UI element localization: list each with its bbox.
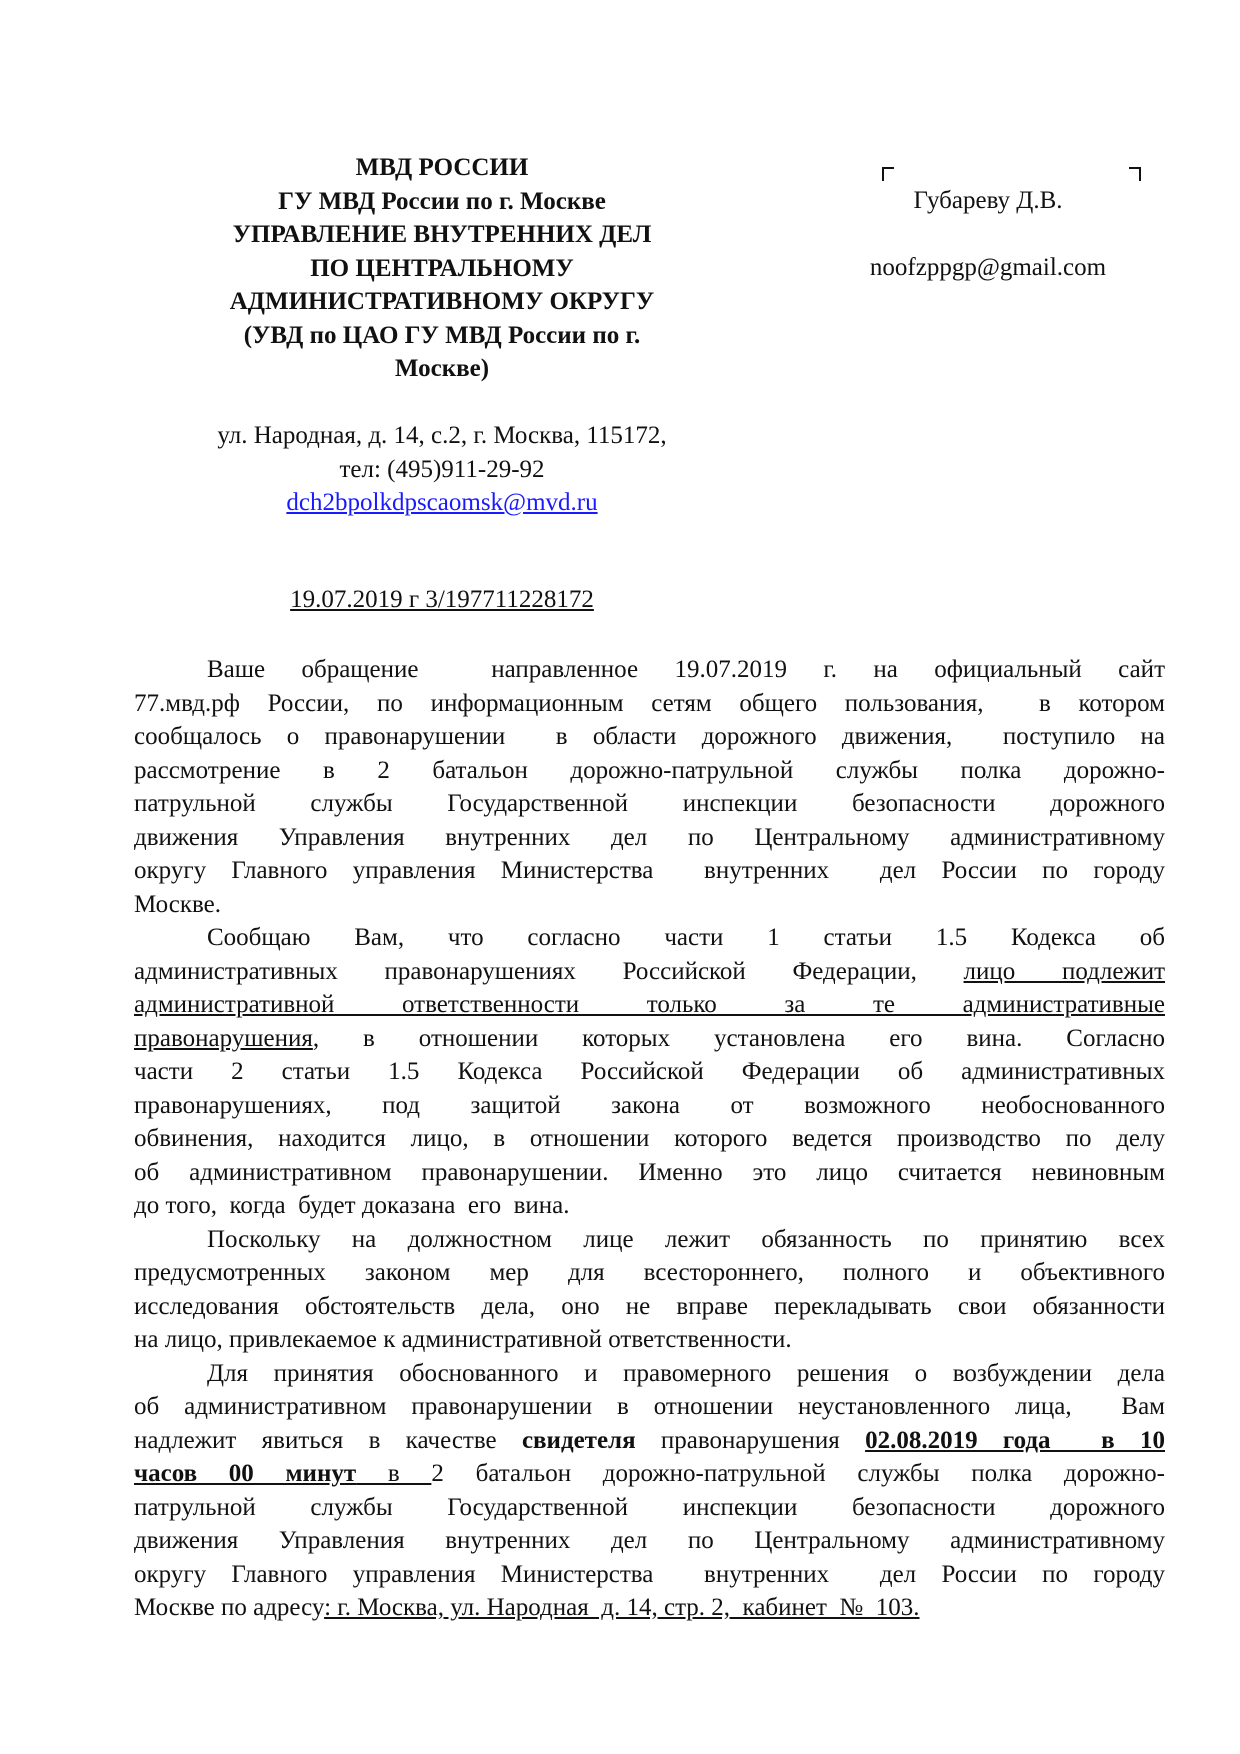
body-line (134, 720, 1165, 754)
body-text: об административном правонарушении. Именно это лицо считается невиновным (134, 1158, 1165, 1186)
body-line (134, 821, 1165, 855)
body-line (134, 787, 1165, 821)
sender-address: ул. Народная, д. 14, с.2, г. Москва, 115172, (217, 422, 667, 449)
body-text: Поскольку на должностном лице лежит обязанность по принятию всех (207, 1225, 1165, 1253)
header-line: УПРАВЛЕНИЕ ВНУТРЕННИХ ДЕЛ (232, 221, 652, 248)
body-text: Сообщаю Вам, что согласно части 1 статьи 1.5 Кодекса об (207, 924, 1165, 951)
body-line (134, 1491, 1165, 1525)
body-text: сообщалось о правонарушении в области дорожного движения, поступило на (134, 723, 1165, 750)
body-line (134, 1189, 1165, 1223)
body-text: патрульной службы Государственной инспекции безопасности дорожного (134, 790, 1165, 817)
sender-contacts (192, 419, 692, 520)
body-text: рассмотрение в 2 батальон дорожно-патрульной службы полка дорожно- (134, 756, 1165, 784)
body-text: округу Главного управления Министерства внутренних дел России по городу (134, 857, 1165, 884)
address-corner-bracket-left (882, 167, 894, 181)
body-text: надлежит явиться в качестве (134, 1426, 522, 1454)
body-line (134, 653, 1165, 687)
letter-body (134, 653, 1165, 1625)
body-line (134, 1558, 1165, 1592)
body-text: 77.мвд.рф России, по информационным сетям общего пользования, в котором (134, 689, 1165, 717)
recipient-name: Губареву Д.В. (913, 187, 1063, 214)
body-line (134, 1223, 1165, 1257)
body-text: правонарушениях, под защитой закона от возможного необоснованного (134, 1091, 1165, 1119)
body-text: административных правонарушениях Российской Федерации, (134, 957, 964, 985)
body-line (134, 754, 1165, 788)
body-text: Москве по адресу (134, 1594, 325, 1621)
body-text: 2 батальон дорожно-патрульной службы полка дорожно- (431, 1460, 1165, 1487)
emphasized-text: свидетеля (521, 1426, 636, 1454)
body-text: об административном правонарушении в отношении неустановленного лица, Вам (134, 1393, 1165, 1420)
sender-email-link[interactable]: dch2bpolkdpscaomsk@mvd.ru (286, 489, 598, 516)
body-text: Для принятия обоснованного и правомерного решения о возбуждении дела (207, 1359, 1165, 1387)
recipient-email: noofzppgp@gmail.com (869, 254, 1107, 281)
body-text: , в отношении которых установлена его вина. Согласно (312, 1024, 1165, 1052)
body-line (134, 888, 1165, 922)
emphasized-text: в (356, 1460, 432, 1487)
body-text: части 2 статьи 1.5 Кодекса Российской Федерации об административных (134, 1058, 1165, 1085)
emphasized-text: 02.08.2019 года в 10 (865, 1426, 1165, 1454)
header-line: АДМИНИСТРАТИВНОМУ ОКРУГУ (229, 288, 655, 315)
body-text: движения Управления внутренних дел по Центральному административному (134, 823, 1165, 851)
body-text: обвинения, находится лицо, в отношении которого ведется производство по делу (134, 1125, 1165, 1152)
body-line (134, 1457, 1165, 1491)
header-line: МВД РОССИИ (355, 154, 529, 181)
body-line (134, 687, 1165, 721)
body-line (134, 1424, 1165, 1458)
emphasized-text: : г. Москва, ул. Народная д. 14, стр. 2, кабинет № 103. (324, 1594, 920, 1621)
body-text: Ваше обращение направленное 19.07.2019 г. на официальный сайт (207, 656, 1165, 683)
body-text: до того, когда будет доказана его вина. (134, 1192, 570, 1219)
header-line: Москве) (394, 355, 490, 382)
emphasized-text: административной ответственности только за те административные (134, 991, 1165, 1018)
body-text: на лицо, привлекаемое к административной ответственности. (134, 1326, 792, 1353)
sender-phone: тел: (495)911-29-92 (339, 455, 545, 483)
document-reference: 19.07.2019 г 3/197711228172 (290, 586, 594, 613)
emphasized-text: лицо подлежит (963, 957, 1165, 985)
body-text: патрульной службы Государственной инспекции безопасности дорожного (134, 1493, 1165, 1521)
sender-organization-header (192, 151, 692, 386)
body-line (134, 1122, 1165, 1156)
body-line (134, 1591, 1165, 1625)
emphasized-text: часов 00 минут (134, 1460, 357, 1487)
body-text: округу Главного управления Министерства внутренних дел России по городу (134, 1560, 1165, 1588)
body-line (134, 1256, 1165, 1290)
header-line: (УВД по ЦАО ГУ МВД России по г. (243, 321, 641, 349)
header-line: ПО ЦЕНТРАЛЬНОМУ (310, 254, 574, 282)
body-line (134, 1524, 1165, 1558)
body-line (134, 1156, 1165, 1190)
body-line (134, 1357, 1165, 1391)
body-line (134, 1055, 1165, 1089)
body-line (134, 1290, 1165, 1324)
body-line (134, 1323, 1165, 1357)
body-line (134, 988, 1165, 1022)
body-text: предусмотренных законом мер для всестороннего, полного и объективного (134, 1259, 1165, 1286)
body-line (134, 921, 1165, 955)
body-text: правонарушения (635, 1426, 866, 1454)
body-line (134, 1022, 1165, 1056)
body-line (134, 854, 1165, 888)
body-text: движения Управления внутренних дел по Центральному административному (134, 1527, 1165, 1554)
body-text: исследования обстоятельств дела, оно не вправе перекладывать свои обязанности (134, 1292, 1165, 1320)
body-text: Москве. (134, 890, 221, 918)
address-corner-bracket-right (1129, 167, 1141, 181)
emphasized-text: правонарушения (134, 1024, 313, 1052)
body-line (134, 955, 1165, 989)
body-line (134, 1390, 1165, 1424)
header-line: ГУ МВД России по г. Москве (278, 187, 606, 215)
body-line (134, 1089, 1165, 1123)
